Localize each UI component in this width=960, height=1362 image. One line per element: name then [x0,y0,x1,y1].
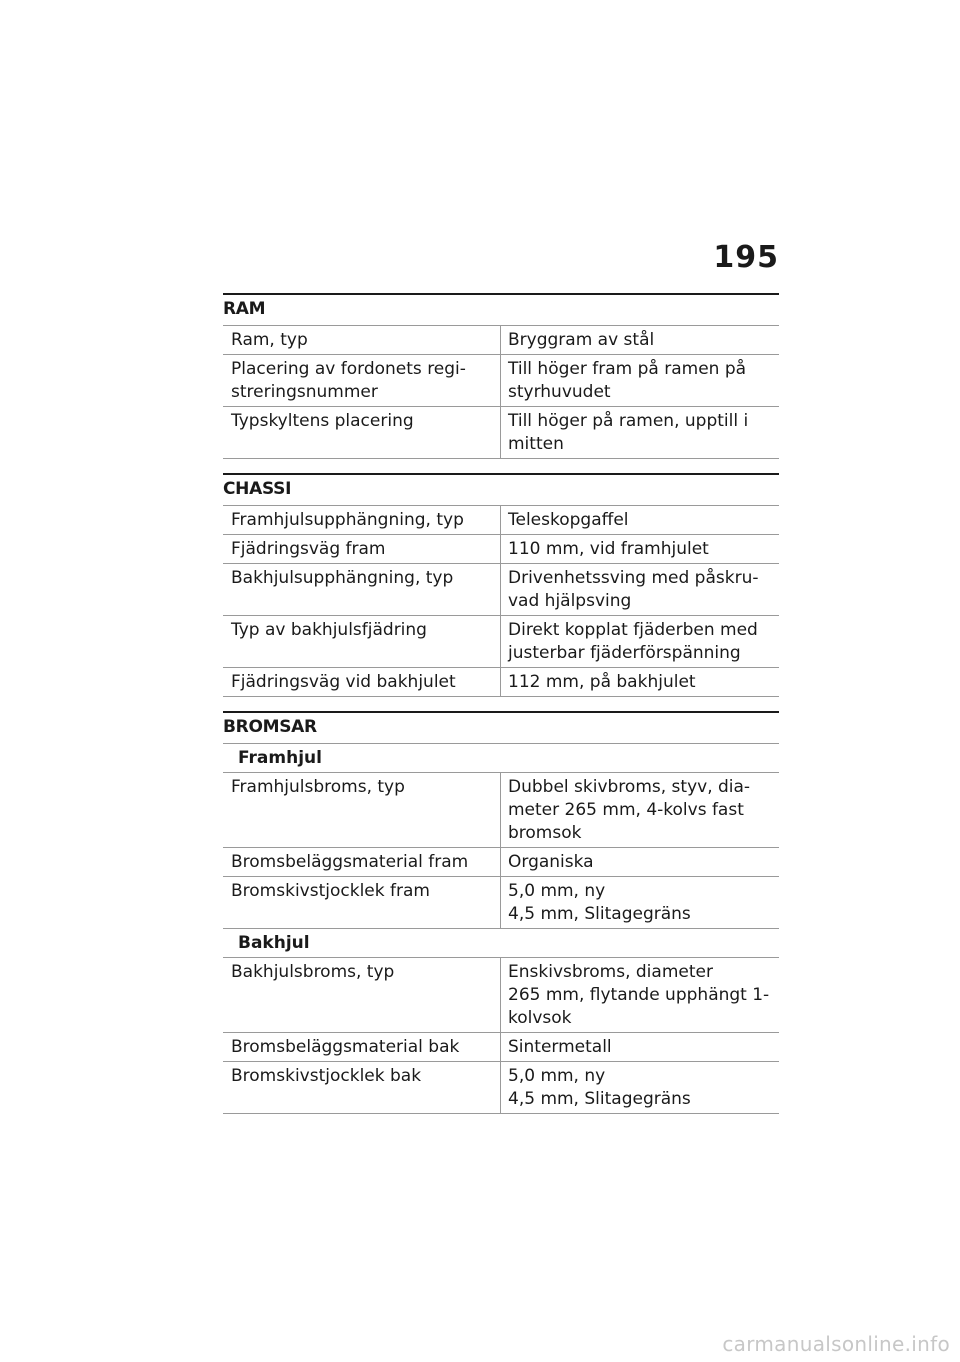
spec-value [501,773,779,847]
spec-label [223,326,501,354]
spec-value-line: 5,0 mm, ny [508,881,606,901]
spec-value [501,407,779,458]
spec-label-line: Typ av bakhjulsfjädring [231,620,427,640]
spec-value-line: Teleskopgaffel [508,510,629,530]
spec-value [501,668,779,696]
subsection-title: Bakhjul [223,929,779,958]
section-title: BROMSAR [223,711,779,743]
spec-value [501,958,779,1032]
spec-row [223,535,779,564]
spec-label-line: Bakhjulsbroms, typ [231,962,395,982]
spec-label [223,1033,501,1061]
spec-value-line: Till höger fram på ramen på [508,359,747,379]
spec-label [223,1062,501,1113]
spec-label-line: Framhjulsbroms, typ [231,777,405,797]
spec-row [223,564,779,616]
spec-label [223,407,501,458]
spec-value-line: Enskivsbroms, diameter [508,962,713,982]
spec-value-line: 112 mm, på bakhjulet [508,672,696,692]
spec-value-line: 110 mm, vid framhjulet [508,539,709,559]
spec-value-line: Sintermetall [508,1037,612,1057]
spec-value-line: meter 265 mm, 4-kolvs fast [508,800,744,820]
spec-value-line: justerbar fjäderförspänning [508,643,741,663]
spec-label-line: Bakhjulsupphängning, typ [231,568,454,588]
spec-value [501,1062,779,1113]
spec-row [223,1062,779,1114]
spec-row [223,407,779,459]
spec-sections [223,293,779,1114]
spec-label [223,535,501,563]
spec-label [223,564,501,615]
spec-label [223,877,501,928]
spec-value [501,355,779,406]
spec-row [223,773,779,848]
spec-label-line: Bromsbeläggsmaterial fram [231,852,469,872]
spec-value-line: vad hjälpsving [508,591,632,611]
spec-value-line: Direkt kopplat fjäderben med [508,620,758,640]
spec-value-line: 4,5 mm, Slitagegräns [508,1089,691,1109]
spec-row [223,848,779,877]
spec-value-line: 265 mm, flytande upphängt 1- [508,985,770,1005]
spec-table [223,505,779,697]
spec-value-line: Till höger på ramen, upptill i [508,411,749,431]
page-number: 195 [713,240,779,275]
watermark: carmanualsonline.info [722,1332,950,1356]
spec-label-line: Fjädringsväg vid bakhjulet [231,672,456,692]
spec-value [501,535,779,563]
spec-value-line: Dubbel skivbroms, styv, dia- [508,777,751,797]
spec-value-line: styrhuvudet [508,382,611,402]
spec-value [501,848,779,876]
spec-label-line: Framhjulsupphängning, typ [231,510,464,530]
spec-label [223,355,501,406]
spec-value [501,564,779,615]
section-title: RAM [223,293,779,325]
spec-row [223,616,779,668]
spec-label-line: Bromskivstjocklek fram [231,881,430,901]
spec-value-line: mitten [508,434,564,454]
section-bromsar [223,711,779,1114]
spec-row [223,958,779,1033]
spec-label-line: Bromskivstjocklek bak [231,1066,422,1086]
section-title: CHASSI [223,473,779,505]
spec-value-line: kolvsok [508,1008,572,1028]
spec-value-line: Organiska [508,852,594,872]
spec-value-line: Drivenhetssving med påskru- [508,568,759,588]
spec-value [501,877,779,928]
spec-row [223,355,779,407]
spec-label-line: Ram, typ [231,330,308,350]
spec-row [223,1033,779,1062]
spec-label-line: Typskyltens placering [231,411,414,431]
spec-value-line: bromsok [508,823,582,843]
spec-label-line: Bromsbeläggsmaterial bak [231,1037,460,1057]
spec-value [501,1033,779,1061]
spec-label [223,848,501,876]
spec-label [223,773,501,847]
spec-row [223,668,779,697]
spec-value-line: 4,5 mm, Slitagegräns [508,904,691,924]
spec-label [223,616,501,667]
section-ram [223,293,779,459]
section-chassi [223,473,779,697]
spec-table [223,743,779,1114]
spec-label-line: streringsnummer [231,382,378,402]
spec-label-line: Fjädringsväg fram [231,539,386,559]
spec-label-line: Placering av fordonets regi- [231,359,466,379]
spec-row [223,506,779,535]
spec-value [501,616,779,667]
spec-table [223,325,779,459]
spec-value-line: 5,0 mm, ny [508,1066,606,1086]
spec-value-line: Bryggram av stål [508,330,655,350]
spec-label [223,506,501,534]
manual-page [223,238,779,1128]
spec-row [223,326,779,355]
spec-value [501,326,779,354]
spec-value [501,506,779,534]
spec-label [223,958,501,1032]
spec-row [223,877,779,929]
subsection-title: Framhjul [223,744,779,773]
spec-label [223,668,501,696]
